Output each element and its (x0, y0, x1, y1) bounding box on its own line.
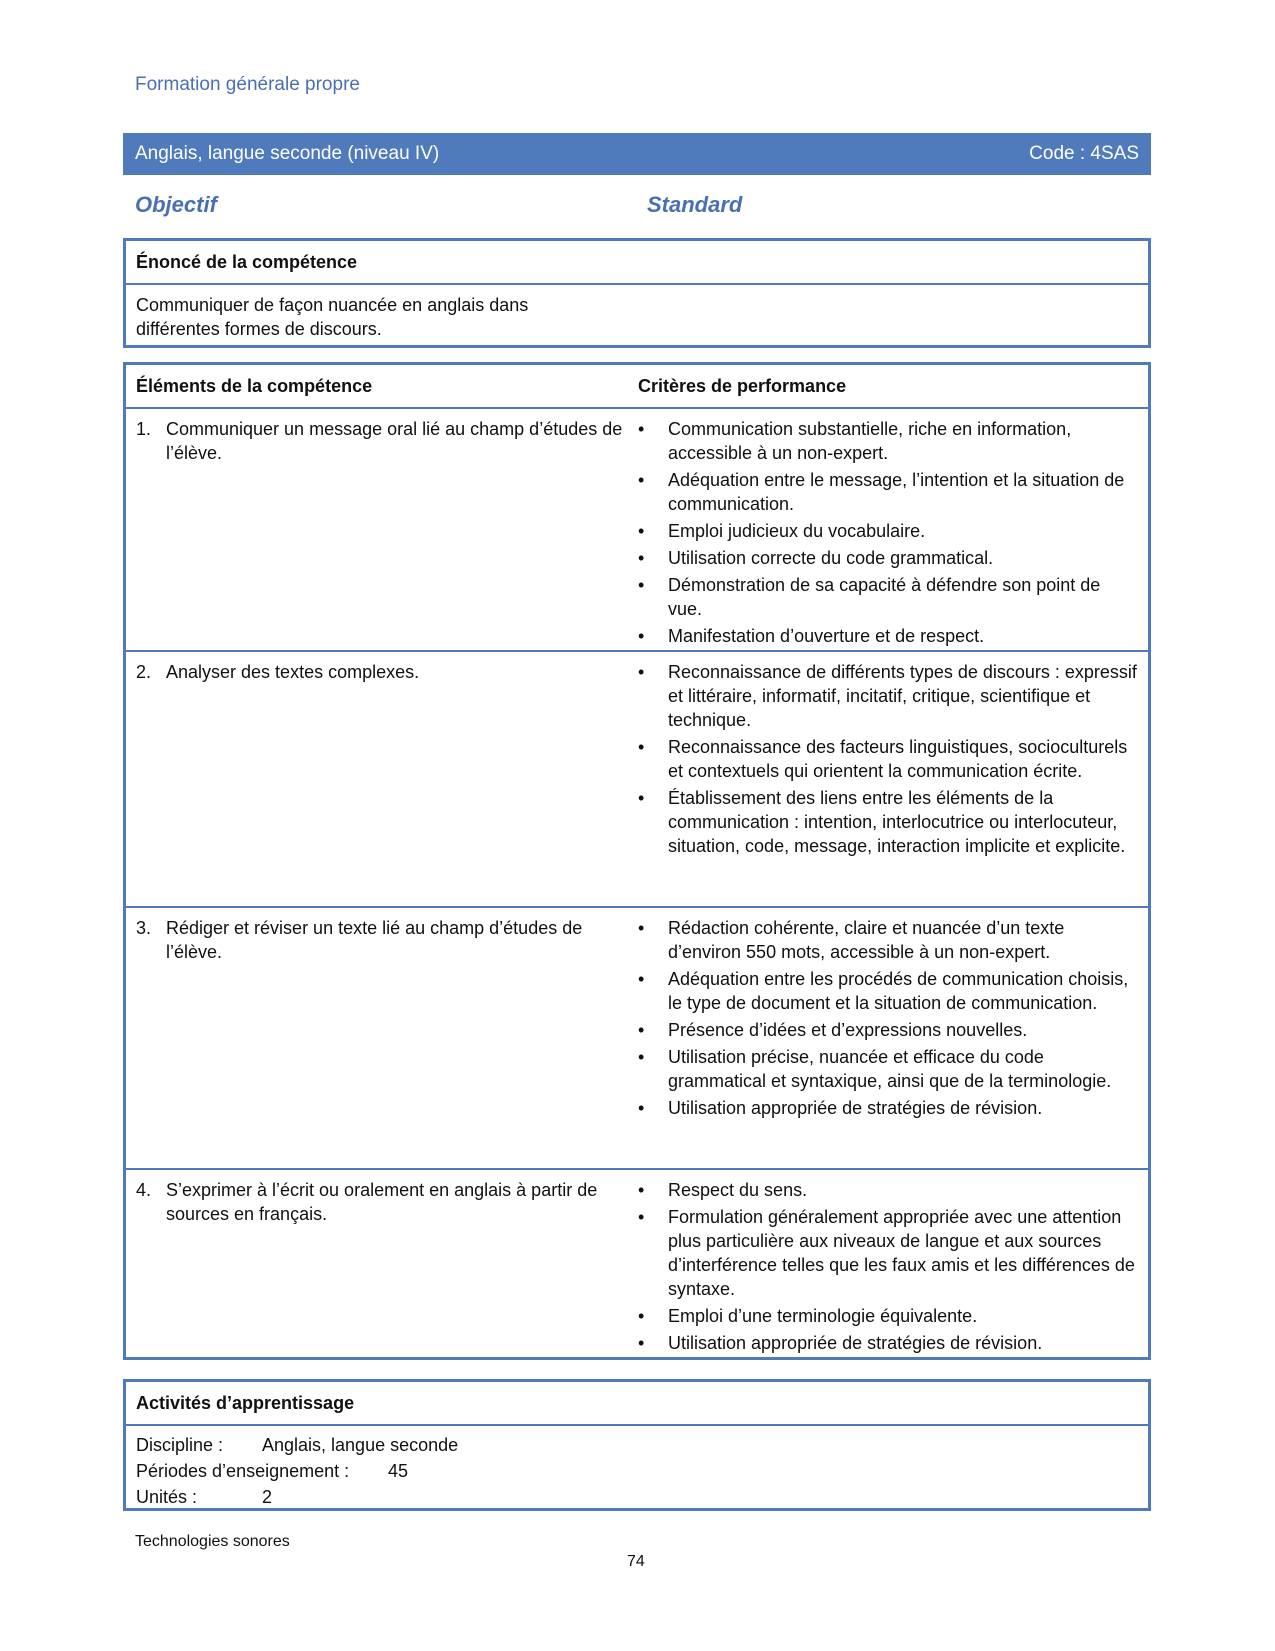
criteria-item (638, 624, 1138, 648)
bullet-icon: • (638, 969, 645, 989)
criteria-text: Utilisation appropriée de stratégies de révision. (668, 1333, 1043, 1353)
element-text: Analyser des textes complexes. (166, 662, 420, 682)
criteria-text: Formulation généralement appropriée avec une attention plus particulière aux niveaux de langue et aux sources d’interférence telles que les faux amis et les différences de syntaxe. (668, 1207, 1135, 1299)
criteria-text: Reconnaissance de différents types de discours : expressif et littéraire, informatif, incitatif, critique, scientifique et technique. (668, 662, 1137, 730)
element-cell (126, 1170, 638, 1360)
elements-column-heading: Éléments de la compétence (136, 375, 373, 396)
bullet-icon: • (638, 1020, 645, 1040)
element-text: S’exprimer à l’écrit ou oralement en anglais à partir de sources en français. (166, 1180, 598, 1224)
element-text: Communiquer un message oral lié au champ d’études de l’élève. (166, 419, 623, 463)
objective-standard-labels (135, 192, 1145, 218)
element-row (126, 908, 1148, 1170)
criteria-text: Adéquation entre les procédés de communication choisis, le type de document et la situation de communication. (668, 969, 1129, 1013)
criteria-text: Rédaction cohérente, claire et nuancée d’un texte d’environ 550 mots, accessible à un non-expert. (668, 918, 1065, 962)
criteria-list (638, 660, 1138, 858)
standard-label: Standard (647, 192, 743, 217)
bullet-icon: • (638, 419, 645, 439)
bullet-icon: • (638, 575, 645, 595)
bullet-icon: • (638, 470, 645, 490)
criteria-list (638, 1178, 1138, 1355)
criteria-item (638, 1205, 1138, 1301)
element-number: 2. (136, 662, 152, 682)
bullet-icon: • (638, 918, 645, 938)
periodes-value: 45 (388, 1461, 409, 1481)
element-number: 1. (136, 419, 152, 439)
criteria-item (638, 1304, 1138, 1328)
criteria-text: Établissement des liens entre les éléments de la communication : intention, interlocutrice ou interlocuteur, situation, code, message, interaction implicite et explicite. (668, 788, 1126, 856)
criteria-text: Respect du sens. (668, 1180, 808, 1200)
criteria-cell (638, 652, 1148, 906)
criteria-text: Utilisation appropriée de stratégies de révision. (668, 1098, 1043, 1118)
criteria-item (638, 546, 1138, 570)
criteria-list (638, 916, 1138, 1120)
enonce-box (123, 238, 1151, 348)
criteria-text: Emploi judicieux du vocabulaire. (668, 521, 926, 541)
criteria-item (638, 786, 1138, 858)
activites-heading: Activités d’apprentissage (126, 1382, 1148, 1426)
bullet-icon: • (638, 1098, 645, 1118)
unites-line (136, 1484, 1138, 1510)
bullet-icon: • (638, 1207, 645, 1227)
unites-label: Unités : (136, 1487, 198, 1507)
element-number: 3. (136, 918, 152, 938)
periodes-label: Périodes d’enseignement : (136, 1461, 350, 1481)
elements-table (123, 362, 1151, 1360)
course-title: Anglais, langue seconde (niveau IV) (135, 143, 440, 164)
element-text: Rédiger et réviser un texte lié au champ d’études de l’élève. (166, 918, 583, 962)
criteria-text: Démonstration de sa capacité à défendre son point de vue. (668, 575, 1101, 619)
bullet-icon: • (638, 1333, 645, 1353)
objectif-label: Objectif (135, 192, 217, 217)
criteria-cell (638, 1170, 1148, 1360)
element-cell (126, 652, 638, 906)
criteria-item (638, 468, 1138, 516)
criteria-item (638, 1178, 1138, 1202)
unites-value: 2 (262, 1487, 273, 1507)
criteria-item (638, 967, 1138, 1015)
criteria-cell (638, 908, 1148, 1168)
criteria-item (638, 1045, 1138, 1093)
criteria-column-heading: Critères de performance (638, 375, 847, 396)
enonce-heading: Énoncé de la compétence (126, 241, 1148, 285)
criteria-item (638, 573, 1138, 621)
bullet-icon: • (638, 1180, 645, 1200)
discipline-line (136, 1432, 1138, 1458)
elements-rows (126, 409, 1148, 1360)
criteria-item (638, 519, 1138, 543)
activites-content (126, 1426, 1148, 1516)
discipline-value: Anglais, langue seconde (262, 1435, 459, 1455)
bullet-icon: • (638, 1306, 645, 1326)
bullet-icon: • (638, 1047, 645, 1067)
criteria-text: Reconnaissance des facteurs linguistiques, socioculturels et contextuels qui orientent la communication écrite. (668, 737, 1128, 781)
page-number: 74 (627, 1553, 645, 1570)
bullet-icon: • (638, 737, 645, 757)
criteria-text: Utilisation précise, nuancée et efficace du code grammatical et syntaxique, ainsi que de la terminologie. (668, 1047, 1112, 1091)
criteria-item (638, 660, 1138, 732)
criteria-text: Utilisation correcte du code grammatical. (668, 548, 994, 568)
running-header: Formation générale propre (135, 74, 360, 95)
criteria-item (638, 417, 1138, 465)
criteria-item (638, 916, 1138, 964)
bullet-icon: • (638, 662, 645, 682)
element-row (126, 409, 1148, 652)
element-cell (126, 409, 638, 650)
periodes-line (136, 1458, 1138, 1484)
criteria-text: Manifestation d’ouverture et de respect. (668, 626, 985, 646)
elements-table-header (126, 365, 1148, 409)
bullet-icon: • (638, 626, 645, 646)
criteria-text: Emploi d’une terminologie équivalente. (668, 1306, 978, 1326)
activites-box (123, 1379, 1151, 1511)
criteria-item (638, 1018, 1138, 1042)
criteria-text: Présence d’idées et d’expressions nouvelles. (668, 1020, 1028, 1040)
course-title-bar (123, 133, 1151, 175)
element-row (126, 1170, 1148, 1360)
criteria-item (638, 735, 1138, 783)
footer-program: Technologies sonores (135, 1533, 290, 1550)
criteria-cell (638, 409, 1148, 650)
criteria-list (638, 417, 1138, 648)
course-code: Code : 4SAS (1029, 143, 1139, 164)
bullet-icon: • (638, 521, 645, 541)
element-cell (126, 908, 638, 1168)
bullet-icon: • (638, 788, 645, 808)
element-row (126, 652, 1148, 908)
discipline-label: Discipline : (136, 1435, 224, 1455)
enonce-text: Communiquer de façon nuancée en anglais dans différentes formes de discours. (136, 295, 529, 339)
criteria-text: Adéquation entre le message, l’intention et la situation de communication. (668, 470, 1125, 514)
criteria-item (638, 1096, 1138, 1120)
criteria-item (638, 1331, 1138, 1355)
bullet-icon: • (638, 548, 645, 568)
criteria-text: Communication substantielle, riche en information, accessible à un non-expert. (668, 419, 1072, 463)
element-number: 4. (136, 1180, 152, 1200)
